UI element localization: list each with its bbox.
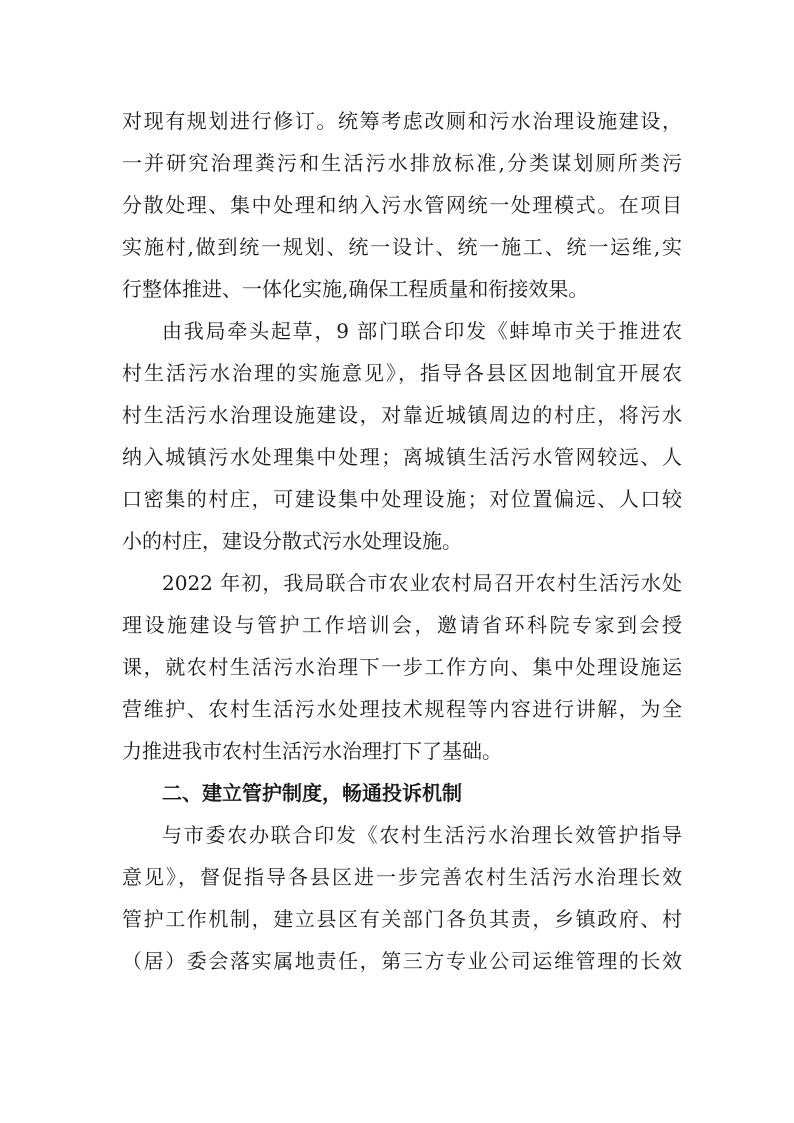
paragraph-line: 一并研究治理粪污和生活污水排放标准,分类谋划厕所类污 — [122, 151, 682, 175]
paragraph-line: 纳入城镇污水处理集中处理；离城镇生活污水管网较远、人 — [122, 445, 682, 469]
section-heading: 二、建立管护制度，畅通投诉机制 — [162, 781, 462, 805]
paragraph-line: 管护工作机制，建立县区有关部门各负其责，乡镇政府、村 — [122, 907, 682, 931]
paragraph-line: 小的村庄，建设分散式污水处理设施。 — [122, 529, 462, 553]
paragraph-line: 分散处理、集中处理和纳入污水管网统一处理模式。在项目 — [122, 193, 682, 217]
paragraph-line: 与市委农办联合印发《农村生活污水治理长效管护指导 — [162, 823, 682, 847]
paragraph-line: 实施村,做到统一规划、统一设计、统一施工、统一运维,实 — [122, 235, 682, 259]
document-page — [122, 100, 682, 982]
paragraph-line: 口密集的村庄，可建设集中处理设施；对位置偏远、人口较 — [122, 487, 682, 511]
paragraph-line: 理设施建设与管护工作培训会，邀请省环科院专家到会授 — [122, 613, 682, 637]
paragraph-line: 意见》，督促指导各县区进一步完善农村生活污水治理长效 — [122, 865, 682, 889]
paragraph-line: 村生活污水治理设施建设，对靠近城镇周边的村庄，将污水 — [122, 403, 682, 427]
paragraph-line: 营维护、农村生活污水处理技术规程等内容进行讲解，为全 — [122, 697, 682, 721]
paragraph-line: 2022 年初，我局联合市农业农村局召开农村生活污水处 — [162, 571, 682, 595]
paragraph-line: 村生活污水治理的实施意见》，指导各县区因地制宜开展农 — [122, 361, 682, 385]
paragraph-line: 行整体推进、一体化实施,确保工程质量和衔接效果。 — [122, 277, 589, 301]
paragraph-line: 对现有规划进行修订。统筹考虑改厕和污水治理设施建设， — [122, 109, 682, 133]
paragraph-line: 由我局牵头起草，9 部门联合印发《蚌埠市关于推进农 — [162, 319, 682, 343]
paragraph-line: 课，就农村生活污水治理下一步工作方向、集中处理设施运 — [122, 655, 682, 679]
paragraph-line: 力推进我市农村生活污水治理打下了基础。 — [122, 739, 502, 763]
paragraph-line: （居）委会落实属地责任，第三方专业公司运维管理的长效 — [122, 949, 682, 973]
